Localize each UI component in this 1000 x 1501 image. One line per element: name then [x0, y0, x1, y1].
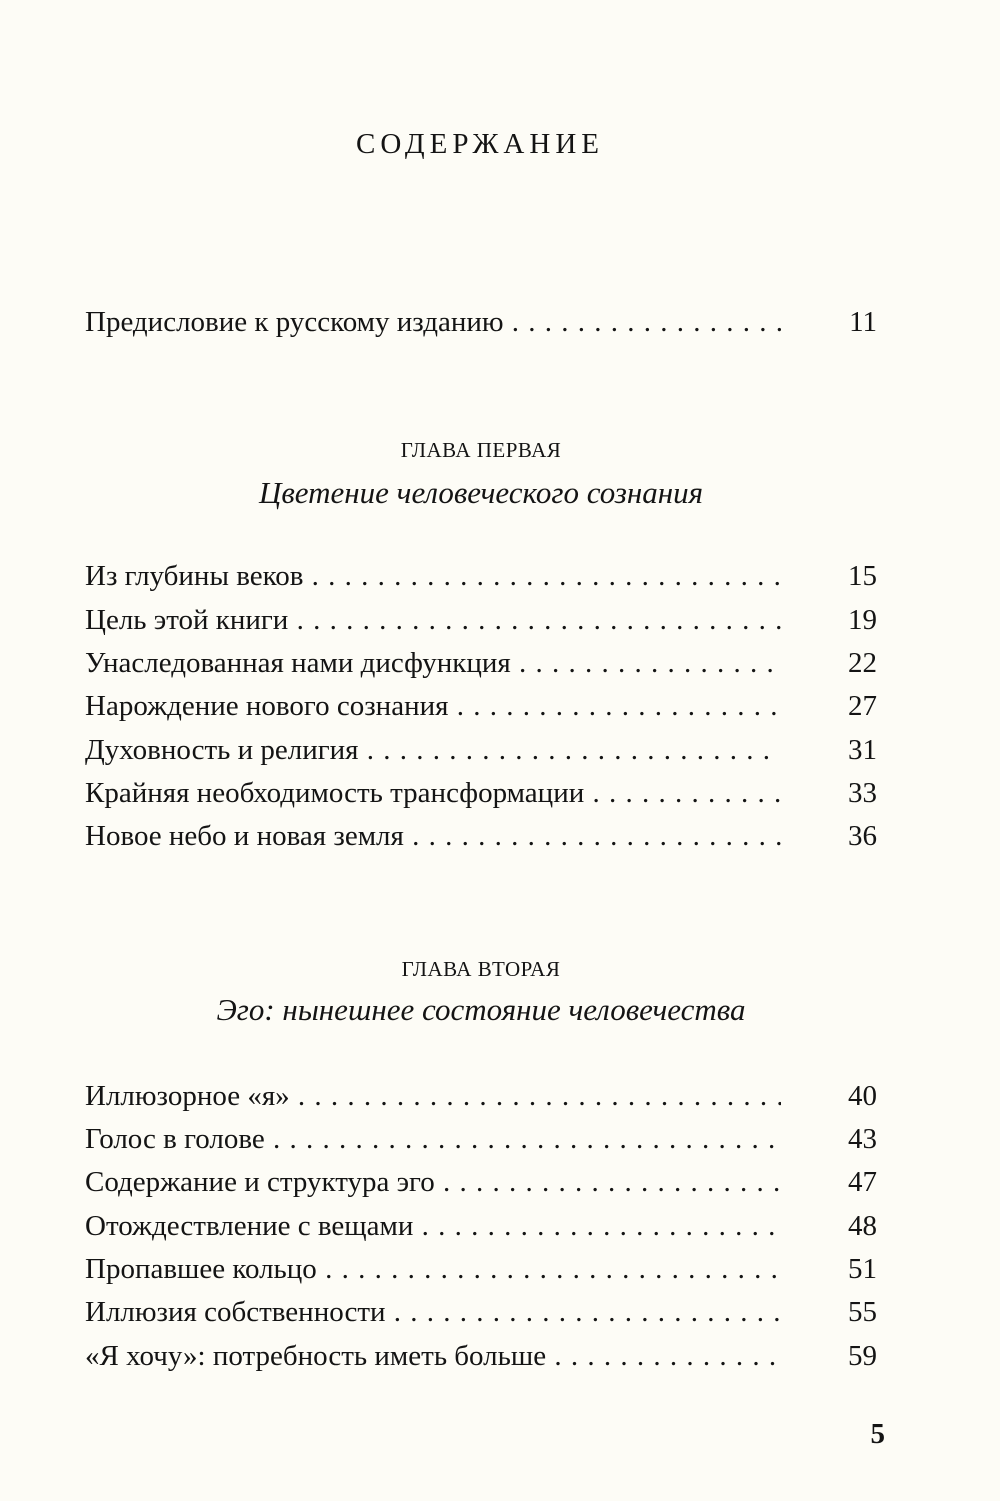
toc-entry — [85, 734, 877, 774]
toc-entry-title: «Я хочу»: потребность иметь больше . . . — [85, 1340, 781, 1380]
toc-entry — [85, 1123, 877, 1163]
toc-entry-preface — [85, 306, 877, 346]
toc-entry-title: Иллюзия собственности . . . — [85, 1296, 781, 1336]
toc-entry-page: 19 — [848, 604, 877, 636]
toc-entry — [85, 1080, 877, 1120]
chapter-label: ГЛАВА ВТОРАЯ — [401, 957, 561, 981]
chapter-title: Эго: нынешнее состояние человечества — [216, 992, 746, 1027]
toc-entry-page: 40 — [848, 1080, 877, 1112]
toc-entry — [85, 1210, 877, 1250]
toc-entry-title: Духовность и религия . . . — [85, 734, 781, 774]
toc-entry — [85, 1253, 877, 1293]
page-title: СОДЕРЖАНИЕ — [356, 128, 604, 160]
toc-entry-title: Пропавшее кольцо . . . — [85, 1253, 781, 1293]
toc-entry — [85, 690, 877, 730]
chapter-label: ГЛАВА ПЕРВАЯ — [400, 438, 562, 462]
toc-entry-page: 55 — [848, 1296, 877, 1328]
toc-entry-page: 22 — [848, 647, 877, 679]
toc-entry — [85, 560, 877, 600]
page-number: 5 — [870, 1418, 885, 1450]
toc-entry-title: Крайняя необходимость трансформации . . . — [85, 777, 781, 817]
toc-entry-title: Из глубины веков . . . — [85, 560, 781, 600]
toc-entry — [85, 1166, 877, 1206]
toc-entry-page: 15 — [848, 560, 877, 592]
toc-entry-title: Отождествление с вещами . . . — [85, 1210, 781, 1250]
toc-entry-title: Голос в голове . . . — [85, 1123, 781, 1163]
toc-entry-title: Нарождение нового сознания . . . — [85, 690, 781, 730]
toc-entry-page: 47 — [848, 1166, 877, 1198]
toc-entry-title: Иллюзорное «я» . . . — [85, 1080, 781, 1120]
toc-entry-page: 59 — [848, 1340, 877, 1372]
toc-entry-page: 27 — [848, 690, 877, 722]
toc-entry-title: Предисловие к русскому изданию . . . — [85, 306, 781, 346]
toc-entry-page: 48 — [848, 1210, 877, 1242]
toc-entry-page: 33 — [848, 777, 877, 809]
toc-entry-page: 11 — [849, 306, 877, 338]
toc-entry-title: Цель этой книги . . . — [85, 604, 781, 644]
toc-entry — [85, 647, 877, 687]
toc-entry — [85, 777, 877, 817]
toc-entry — [85, 1340, 877, 1380]
toc-entry-title: Содержание и структура эго . . . — [85, 1166, 781, 1206]
toc-entry — [85, 604, 877, 644]
toc-entry-title: Новое небо и новая земля . . . — [85, 820, 781, 860]
toc-entry-page: 51 — [848, 1253, 877, 1285]
chapter-title: Цветение человеческого сознания — [258, 475, 704, 510]
toc-entry-title: Унаследованная нами дисфункция . . . — [85, 647, 781, 687]
toc-entry-page: 36 — [848, 820, 877, 852]
toc-entry-page: 31 — [848, 734, 877, 766]
toc-entry — [85, 1296, 877, 1336]
toc-entry-page: 43 — [848, 1123, 877, 1155]
toc-entry — [85, 820, 877, 860]
